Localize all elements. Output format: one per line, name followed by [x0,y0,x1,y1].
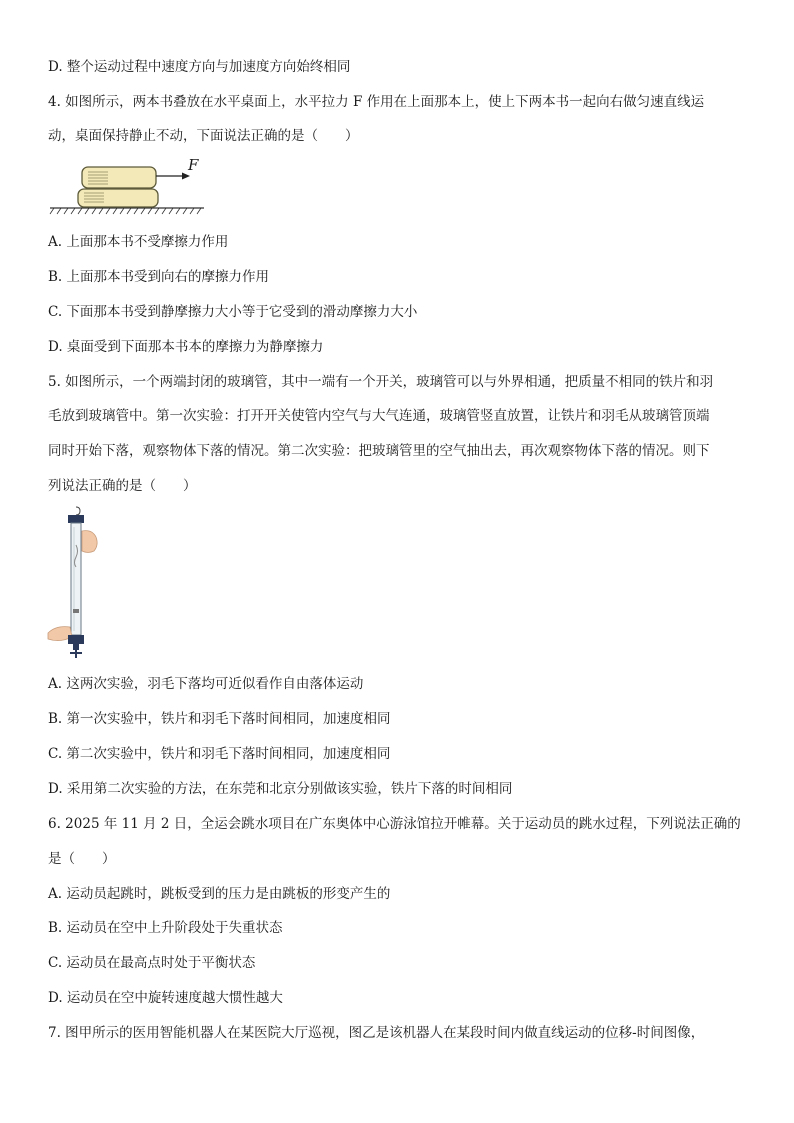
q5-option-d: D. 采用第二次实验的方法，在东莞和北京分别做该实验，铁片下落的时间相同 [48,781,513,797]
q6-option-c: C. 运动员在最高点时处于平衡状态 [48,955,256,971]
q5-stem-line4: 列说法正确的是（ ） [48,478,197,494]
q4-option-a: A. 上面那本书不受摩擦力作用 [48,234,229,250]
q5-option-b: B. 第一次实验中，铁片和羽毛下落时间相同，加速度相同 [48,711,391,727]
q6-stem-line2: 是（ ） [48,851,116,867]
q4-option-b: B. 上面那本书受到向右的摩擦力作用 [48,269,270,285]
q4-stem-line2: 动，桌面保持静止不动，下面说法正确的是（ ） [48,128,359,144]
q4-books-figure [48,155,218,217]
q5-stem-line2: 毛放到玻璃管中。第一次实验：打开开关使管内空气与大气连通，玻璃管竖直放置，让铁片和羽毛从玻璃管顶端 [48,408,710,424]
q4-stem-line1: 4. 如图所示，两本书叠放在水平桌面上，水平拉力 F 作用在上面那本上，使上下两本书一起向右做匀速直线运 [48,94,705,110]
q6-option-a: A. 运动员起跳时，跳板受到的压力是由跳板的形变产生的 [48,886,391,902]
force-label: F [188,156,199,174]
q6-option-b: B. 运动员在空中上升阶段处于失重状态 [48,920,283,936]
q7-stem-line1: 7. 图甲所示的医用智能机器人在某医院大厅巡视，图乙是该机器人在某段时间内做直线运动的位移-时间图像， [48,1025,705,1041]
q6-stem-line1: 6. 2025 年 11 月 2 日，全运会跳水项目在广东奥体中心游泳馆拉开帷幕。关于运动员的跳水过程，下列说法正确的 [48,816,741,832]
q5-stem-line1: 5. 如图所示，一个两端封闭的玻璃管，其中一端有一个开关，玻璃管可以与外界相通，把质量不相同的铁片和羽 [48,374,714,390]
q5-glass-tube-figure [46,505,104,661]
q5-option-c: C. 第二次实验中，铁片和羽毛下落时间相同，加速度相同 [48,746,391,762]
q6-option-d: D. 运动员在空中旋转速度越大惯性越大 [48,990,283,1006]
q4-option-d: D. 桌面受到下面那本书本的摩擦力为静摩擦力 [48,339,324,355]
q4-option-c: C. 下面那本书受到静摩擦力大小等于它受到的滑动摩擦力大小 [48,304,418,320]
q5-stem-line3: 同时开始下落，观察物体下落的情况。第二次实验：把玻璃管里的空气抽出去，再次观察物体下落的情况。则下 [48,443,710,459]
q3-option-d: D. 整个运动过程中速度方向与加速度方向始终相同 [48,59,351,75]
q5-option-a: A. 这两次实验，羽毛下落均可近似看作自由落体运动 [48,676,364,692]
